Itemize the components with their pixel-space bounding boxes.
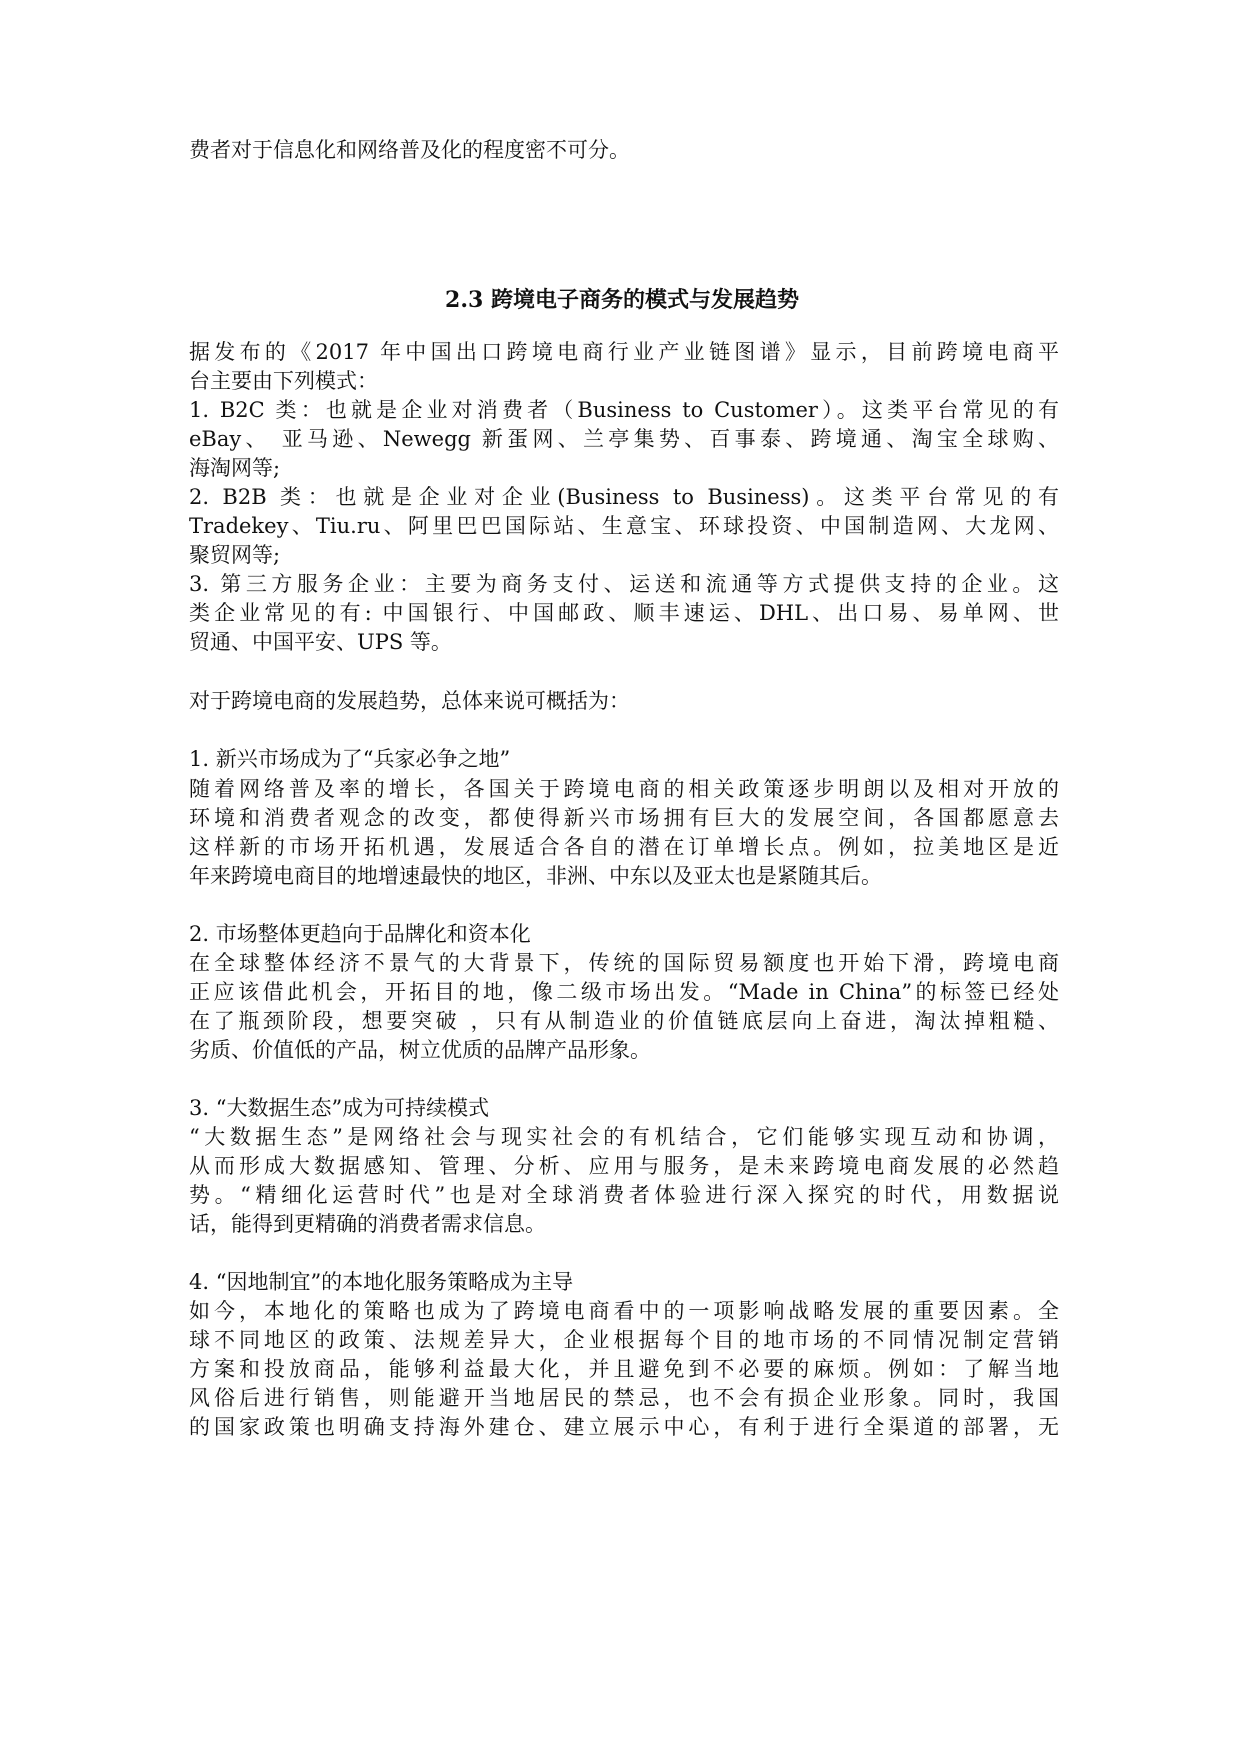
models-lead-line: 据发布的《2017 年中国出口跨境电商行业产业链图谱》显示，目前跨境电商平 [189, 340, 1059, 364]
third-party-item-line: 贸通、中国平安、UPS 等。 [189, 630, 452, 654]
trend-title: 2. 市场整体更趋向于品牌化和资本化 [189, 922, 531, 946]
trend-body-line: 势。“精细化运营时代”也是对全球消费者体验进行深入探究的时代，用数据说 [189, 1183, 1059, 1207]
trend-body-line: 劣质、价值低的产品，树立优质的品牌产品形象。 [189, 1038, 651, 1062]
trend-body-line: 这样新的市场开拓机遇，发展适合各自的潜在订单增长点。例如，拉美地区是近 [189, 835, 1059, 859]
trend-body-line: 年来跨境电商目的地增速最快的地区，非洲、中东以及亚太也是紧随其后。 [189, 864, 882, 888]
trend-body-line: “大数据生态”是网络社会与现实社会的有机结合，它们能够实现互动和协调， [189, 1125, 1059, 1149]
b2b-item-line: 2. B2B 类：也就是企业对企业(Business to Business)。这类平台常见的有 [189, 485, 1059, 509]
trend-body-line: 球不同地区的政策、法规差异大，企业根据每个目的地市场的不同情况制定营销 [189, 1328, 1059, 1352]
trend-body-line: 在了瓶颈阶段，想要突破 ，只有从制造业的价值链底层向上奋进，淘汰掉粗糙、 [189, 1009, 1059, 1033]
intro-tail-text: 费者对于信息化和网络普及化的程度密不可分。 [189, 138, 630, 162]
trend-body-line: 环境和消费者观念的改变，都使得新兴市场拥有巨大的发展空间，各国都愿意去 [189, 806, 1059, 830]
b2b-item-line: 聚贸网等; [189, 543, 281, 567]
third-party-item-line: 类企业常见的有: 中国银行、中国邮政、顺丰速运、DHL、出口易、易单网、世 [189, 601, 1059, 625]
trend-title: 3. “大数据生态”成为可持续模式 [189, 1096, 490, 1120]
models-lead-line: 台主要由下列模式： [189, 369, 378, 393]
trend-title: 1. 新兴市场成为了“兵家必争之地” [189, 747, 511, 771]
trend-body-line: 在全球整体经济不景气的大背景下，传统的国际贸易额度也开始下滑，跨境电商 [189, 951, 1059, 975]
trend-title: 4. “因地制宜”的本地化服务策略成为主导 [189, 1270, 574, 1294]
trends-intro-text: 对于跨境电商的发展趋势，总体来说可概括为： [189, 689, 630, 713]
b2c-item-line: 1. B2C 类：也就是企业对消费者（Business to Customer）。这类平台常见的有 [189, 398, 1059, 422]
section-heading: 2.3 跨境电子商务的模式与发展趋势 [445, 287, 799, 313]
b2b-item-line: Tradekey、Tiu.ru、阿里巴巴国际站、生意宝、环球投资、中国制造网、大龙网、 [189, 514, 1059, 538]
third-party-item-line: 3. 第三方服务企业：主要为商务支付、运送和流通等方式提供支持的企业。这 [189, 572, 1059, 596]
trend-body-line: 从而形成大数据感知、管理、分析、应用与服务，是未来跨境电商发展的必然趋 [189, 1154, 1059, 1178]
trend-body-line: 的国家政策也明确支持海外建仓、建立展示中心，有利于进行全渠道的部署，无 [189, 1415, 1059, 1439]
trend-body-line: 方案和投放商品，能够利益最大化，并且避免到不必要的麻烦。例如：了解当地 [189, 1357, 1059, 1381]
trend-body-line: 话，能得到更精确的消费者需求信息。 [189, 1212, 546, 1236]
trend-body-line: 风俗后进行销售，则能避开当地居民的禁忌，也不会有损企业形象。同时，我国 [189, 1386, 1059, 1410]
trend-body-line: 如今，本地化的策略也成为了跨境电商看中的一项影响战略发展的重要因素。全 [189, 1299, 1059, 1323]
trend-body-line: 随着网络普及率的增长，各国关于跨境电商的相关政策逐步明朗以及相对开放的 [189, 777, 1059, 801]
trend-body-line: 正应该借此机会，开拓目的地，像二级市场出发。“Made in China”的标签已经处 [189, 980, 1059, 1004]
b2c-item-line: eBay、 亚马逊、Newegg 新蛋网、兰亭集势、百事泰、跨境通、淘宝全球购、 [189, 427, 1059, 451]
b2c-item-line: 海淘网等; [189, 456, 281, 480]
